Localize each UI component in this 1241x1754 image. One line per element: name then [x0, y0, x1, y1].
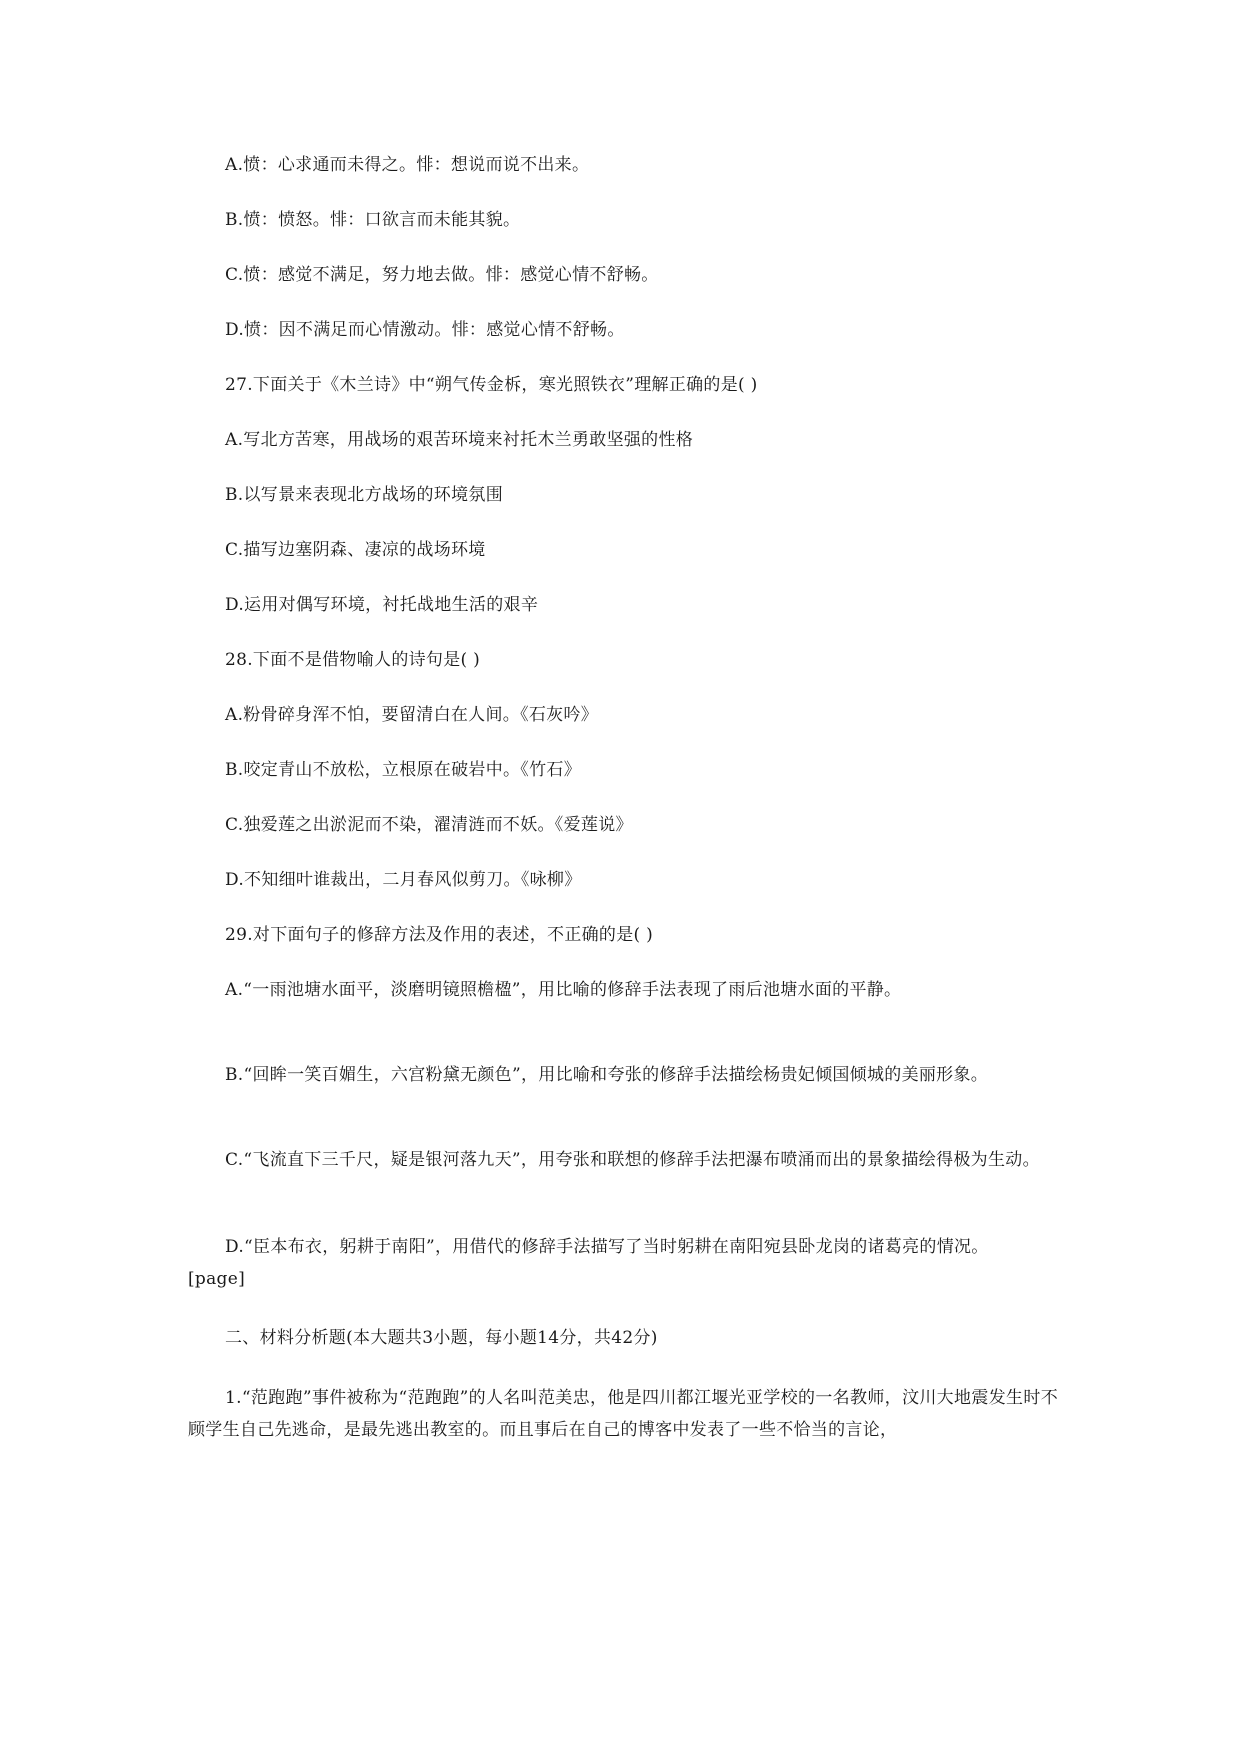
- q27-question: 27.下面关于《木兰诗》中“朔气传金柝，寒光照铁衣”理解正确的是( ): [225, 375, 758, 395]
- q26-option-b: B.愤：愤怒。悱：口欲言而未能其貌。: [225, 210, 521, 230]
- section2-heading: 二、材料分析题(本大题共3小题，每小题14分，共42分): [225, 1328, 658, 1348]
- q27-option-a: A.写北方苦寒，用战场的艰苦环境来衬托木兰勇敢坚强的性格: [225, 430, 694, 450]
- q27-option-c: C.描写边塞阴森、凄凉的战场环境: [225, 540, 486, 560]
- q26-option-a: A.愤：心求通而未得之。悱：想说而说不出来。: [225, 155, 590, 175]
- q29-option-b: B.“回眸一笑百媚生，六宫粉黛无颜色”，用比喻和夸张的修辞手法描绘杨贵妃倾国倾城的美丽形象。: [225, 1065, 989, 1085]
- q28-option-c: C.独爱莲之出淤泥而不染，濯清涟而不妖。《爱莲说》: [225, 815, 633, 835]
- q28-option-a: A.粉骨碎身浑不怕，要留清白在人间。《石灰吟》: [225, 705, 599, 725]
- q27-option-b: B.以写景来表现北方战场的环境氛围: [225, 485, 503, 505]
- q26-option-c: C.愤：感觉不满足，努力地去做。悱：感觉心情不舒畅。: [225, 265, 659, 285]
- q29-option-c: C.“飞流直下三千尺，疑是银河落九天”，用夸张和联想的修辞手法把瀑布喷涌而出的景象描绘得极为生动。: [225, 1150, 1040, 1170]
- q29-option-d: D.“臣本布衣，躬耕于南阳”，用借代的修辞手法描写了当时躬耕在南阳宛县卧龙岗的诸葛亮的情况。: [225, 1237, 989, 1257]
- section2-q1-text: 1.“范跑跑”事件被称为“范跑跑”的人名叫范美忠，他是四川都江堰光亚学校的一名教师，汶川大地震发生时不顾学生自己先逃命，是最先逃出教室的。而且事后在自己的博客中发表了一些不恰当的言论，: [188, 1388, 1058, 1440]
- q28-option-d: D.不知细叶谁裁出，二月春风似剪刀。《咏柳》: [225, 870, 582, 890]
- q28-question: 28.下面不是借物喻人的诗句是( ): [225, 650, 481, 670]
- page-marker: [page]: [188, 1269, 246, 1289]
- q29-question: 29.对下面句子的修辞方法及作用的表述，不正确的是( ): [225, 925, 654, 945]
- q28-option-b: B.咬定青山不放松，立根原在破岩中。《竹石》: [225, 760, 581, 780]
- q26-option-d: D.愤：因不满足而心情激动。悱：感觉心情不舒畅。: [225, 320, 625, 340]
- q29-option-a: A.“一雨池塘水面平，淡磨明镜照檐楹”，用比喻的修辞手法表现了雨后池塘水面的平静。: [225, 980, 902, 1000]
- q27-option-d: D.运用对偶写环境，衬托战地生活的艰辛: [225, 595, 539, 615]
